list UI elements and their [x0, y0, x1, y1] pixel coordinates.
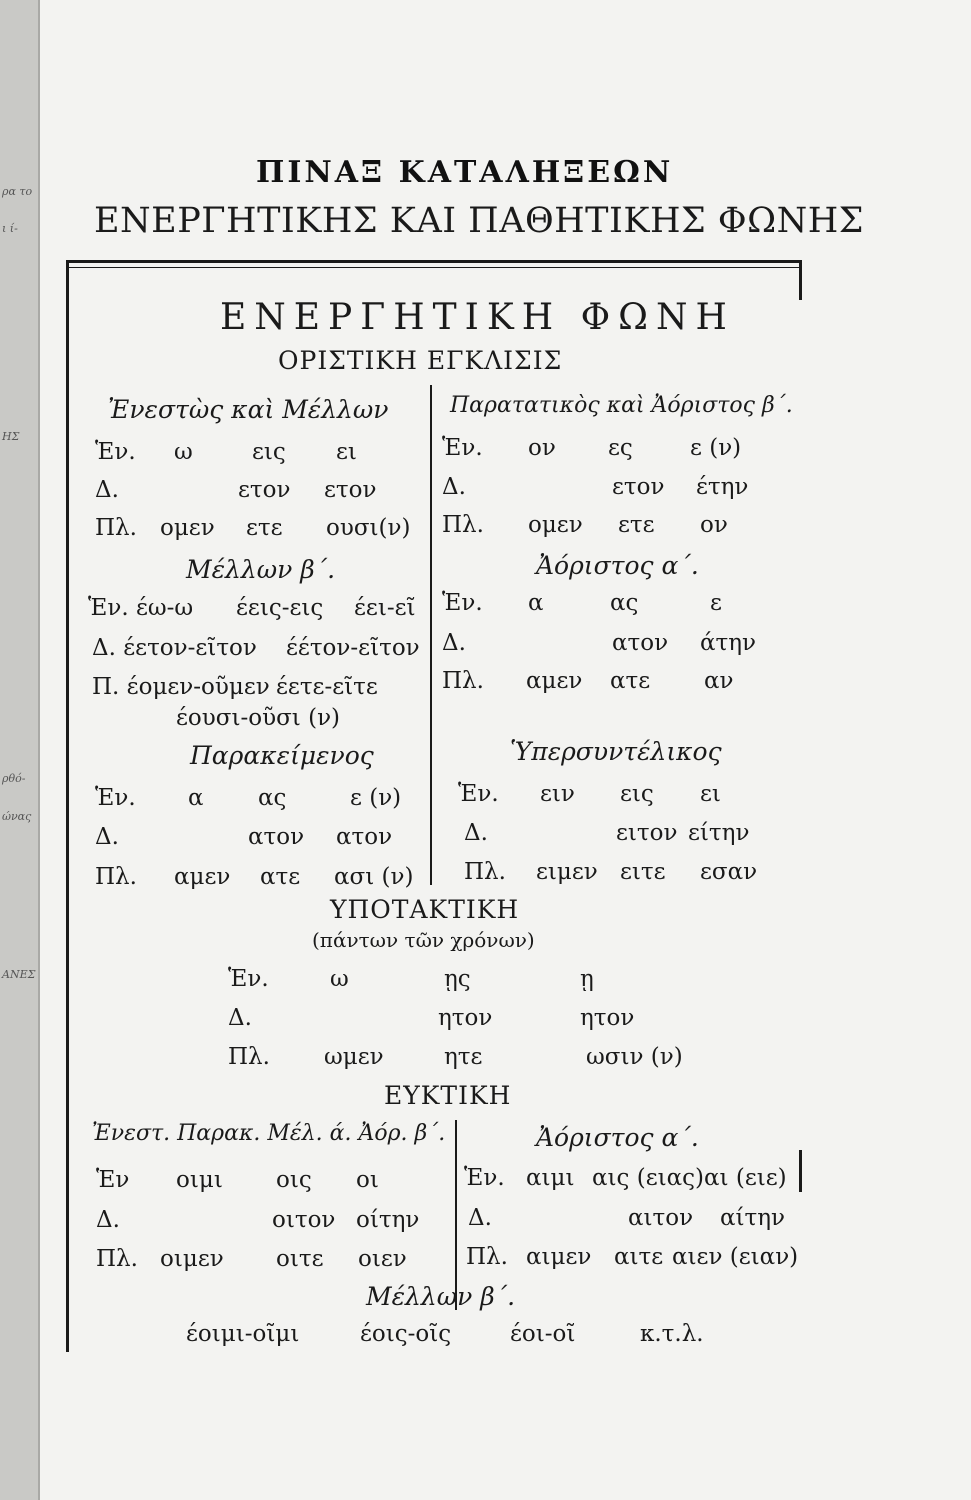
ending: έοι-οῖ: [510, 1321, 576, 1347]
margin-fragment: ι ί-: [2, 222, 18, 235]
ending: Δ. έετον-εῖτον: [92, 635, 257, 661]
frame-right-rule-bottom: [799, 1150, 802, 1192]
ending: ον: [700, 512, 728, 538]
ending: ωμεν: [324, 1044, 384, 1070]
section-heading: Παρατατικὸς καὶ Ἀόριστος β΄.: [450, 393, 793, 418]
ending: ητον: [580, 1005, 635, 1031]
row-label: Ἑν.: [442, 590, 483, 616]
ending: έει-εῖ: [354, 595, 416, 621]
ending: ω: [330, 966, 349, 992]
ending: έέτον-εῖτον: [286, 635, 420, 661]
ending: ῃ: [580, 966, 594, 992]
ending: έοιμι-οῖμι: [186, 1321, 300, 1347]
ending: έοις-οῖς: [360, 1321, 452, 1347]
book-spine-margin: [0, 0, 40, 1500]
column-divider: [430, 385, 432, 885]
ending: οι: [356, 1167, 379, 1193]
ending: έεις-εις: [236, 595, 324, 621]
optative-heading: ΕΥΚΤΙΚΗ: [384, 1081, 512, 1110]
ending: ειμεν: [536, 859, 598, 885]
ending: αμεν: [174, 864, 231, 890]
row-label: Πλ.: [464, 859, 506, 885]
row-label: Δ.: [95, 824, 119, 850]
ending: ητον: [438, 1005, 493, 1031]
row-label: Πλ.: [95, 515, 137, 541]
ending: οις: [276, 1167, 312, 1193]
ending: ας: [610, 590, 639, 616]
frame-top-rule: [66, 260, 802, 263]
section-heading: Ἐνεστὼς καὶ Μέλλων: [108, 395, 389, 424]
ending: οιτον: [272, 1207, 336, 1233]
ending: ε: [710, 590, 722, 616]
indicative-heading: ΟΡΙΣΤΙΚΗ ΕΓΚΛΙΣΙΣ: [278, 346, 563, 375]
row-label: Δ.: [95, 477, 119, 503]
ending: ει: [700, 781, 721, 807]
ending: εις: [252, 439, 286, 465]
margin-fragment: ώνας: [2, 810, 32, 823]
row-label: Δ.: [468, 1205, 492, 1231]
ending: εσαν: [700, 859, 758, 885]
row-label: Πλ.: [95, 864, 137, 890]
row-label: Δ.: [464, 820, 488, 846]
margin-fragment: ρθό-: [2, 772, 26, 785]
row-label: Ἑν.: [228, 966, 269, 992]
ending: ετον: [238, 477, 291, 503]
ending: ειτε: [620, 859, 666, 885]
frame-top-rule-thin: [66, 267, 802, 268]
margin-fragment: ΗΣ: [2, 430, 20, 443]
ending: αιμι: [526, 1165, 575, 1191]
document-page: [40, 0, 971, 1500]
frame-left-rule: [66, 260, 69, 1352]
section-heading: Ὑπερσυντέλικος: [510, 737, 722, 766]
ending: ετον: [612, 474, 665, 500]
ending: οίτην: [356, 1207, 420, 1233]
ending: ομεν: [160, 515, 215, 541]
page-title: ΠΙΝΑΞ ΚΑΤΑΛΗΞΕΩΝ: [256, 155, 674, 190]
voice-heading: ΕΝΕΡΓΗΤΙΚΗ ΦΩΝΗ: [220, 297, 735, 338]
ending: αμεν: [526, 668, 583, 694]
ending: ας: [258, 785, 287, 811]
ending: ει: [336, 439, 357, 465]
ending: οιμεν: [160, 1246, 224, 1272]
ending: ητε: [444, 1044, 483, 1070]
row-label: Ἑν: [96, 1167, 130, 1193]
ending: ατον: [248, 824, 305, 850]
section-heading: Μέλλων β΄.: [366, 1282, 516, 1311]
section-heading: Μέλλων β΄.: [186, 555, 336, 584]
section-heading: Ἀόριστος α΄.: [536, 1123, 699, 1152]
ending: έτην: [696, 474, 749, 500]
ending: ες: [608, 435, 633, 461]
ending: άτην: [700, 630, 757, 656]
ending: έουσι-οῦσι (ν): [176, 705, 341, 731]
ending: α: [528, 590, 544, 616]
row-label: Πλ.: [228, 1044, 270, 1070]
subjunctive-heading: ΥΠΟΤΑΚΤΙΚΗ: [330, 895, 520, 924]
ending: ειν: [540, 781, 575, 807]
ending: ε (ν): [350, 785, 402, 811]
ending: Π. έομεν-οῦμεν: [92, 674, 270, 700]
row-label: Ἑν.: [442, 435, 483, 461]
row-label: Δ.: [228, 1005, 252, 1031]
row-label: Ἑν.: [458, 781, 499, 807]
ending: ωσιν (ν): [586, 1044, 683, 1070]
section-heading: Παρακείμενος: [190, 741, 374, 770]
row-label: Πλ.: [466, 1244, 508, 1270]
ending: Ἑν. έω-ω: [88, 595, 194, 621]
ending: έετε-εῖτε: [276, 674, 378, 700]
ending: ω: [174, 439, 193, 465]
ending: αι (ειε): [704, 1165, 787, 1191]
ending: οιτε: [276, 1246, 324, 1272]
row-label: Δ.: [442, 630, 466, 656]
ending: οιμι: [176, 1167, 223, 1193]
ending: ατε: [260, 864, 301, 890]
frame-right-rule-top: [799, 260, 802, 300]
ending: ῃς: [444, 966, 471, 992]
ending: εις: [620, 781, 654, 807]
ending: ατον: [336, 824, 393, 850]
margin-fragment: ΑΝΕΣ: [2, 968, 36, 981]
ending: ετον: [324, 477, 377, 503]
row-label: Πλ.: [442, 668, 484, 694]
row-label: Δ.: [442, 474, 466, 500]
margin-fragment: ρα το: [2, 185, 33, 198]
section-heading: Ἀόριστος α΄.: [536, 551, 699, 580]
ending: ουσι(ν): [326, 515, 411, 541]
row-label: Ἑν.: [95, 785, 136, 811]
ending: κ.τ.λ.: [640, 1321, 704, 1347]
ending: ειτον: [616, 820, 678, 846]
ending: ετε: [618, 512, 655, 538]
ending: αις (ειας): [592, 1165, 705, 1191]
row-label: Ἑν.: [95, 439, 136, 465]
ending: αιεν (ειαν): [672, 1244, 799, 1270]
row-label: Πλ.: [442, 512, 484, 538]
row-label: Πλ.: [96, 1246, 138, 1272]
ending: αίτην: [720, 1205, 786, 1231]
row-label: Δ.: [96, 1207, 120, 1233]
ending: ατον: [612, 630, 669, 656]
ending: ον: [528, 435, 556, 461]
row-label: Ἑν.: [464, 1165, 505, 1191]
ending: αιτε: [614, 1244, 664, 1270]
section-heading: Ἐνεστ. Παρακ. Μέλ. ά. Ἀόρ. β΄.: [92, 1121, 446, 1146]
ending: οιεν: [358, 1246, 407, 1272]
ending: είτην: [688, 820, 750, 846]
ending: ε (ν): [690, 435, 742, 461]
ending: α: [188, 785, 204, 811]
ending: ατε: [610, 668, 651, 694]
subjunctive-note: (πάντων τῶν χρόνων): [312, 928, 535, 952]
ending: ασι (ν): [334, 864, 414, 890]
ending: ετε: [246, 515, 283, 541]
page-subtitle: ΕΝΕΡΓΗΤΙΚΗΣ ΚΑΙ ΠΑΘΗΤΙΚΗΣ ΦΩΝΗΣ: [94, 201, 864, 241]
ending: αιμεν: [526, 1244, 592, 1270]
ending: ομεν: [528, 512, 583, 538]
ending: αιτον: [628, 1205, 694, 1231]
ending: αν: [704, 668, 734, 694]
